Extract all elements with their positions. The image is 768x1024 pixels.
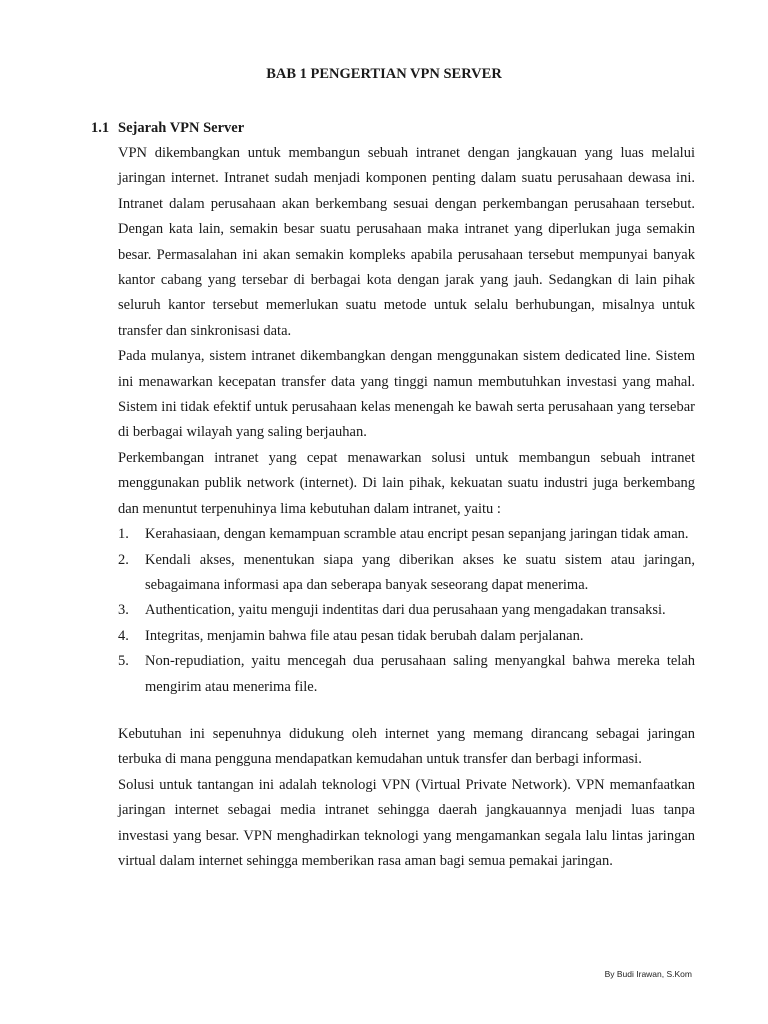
list-item-number: 5. <box>118 653 129 670</box>
paragraph: Perkembangan intranet yang cepat menawarkan solusi untuk membangun sebuah intranet menggunakan publik network (internet). Di lain pihak, kekuatan suatu industri juga berkembang dan menuntut terpenuhinya lima kebutuhan dalam intranet, yaitu : <box>118 449 695 517</box>
spacer <box>118 700 695 722</box>
author-footer: By Budi Irawan, S.Kom <box>604 969 692 979</box>
paragraph: VPN dikembangkan untuk membangun sebuah intranet dengan jangkauan yang luas melalui jaringan internet. Intranet sudah menjadi komponen penting dalam suatu perusahaan dewasa ini. Intranet dalam perusahaan akan berkembang sesuai dengan perkembangan perusahaan tersebut. Dengan kata lain, semakin besar suatu perusahaan maka intranet yang diperlukan juga semakin besar. Permasalahan ini akan semakin kompleks apabila perusahaan tersebut mempunyai banyak kantor cabang yang tersebar di berbagai kota dengan jarak yang jauh. Sedangkan di lain pihak seluruh kantor tersebut memerlukan suatu metode untuk selalu berhubungan, misalnya untuk transfer dan sinkronisasi data. <box>118 145 695 339</box>
list-item-number: 4. <box>118 627 129 644</box>
list-item-text: Kendali akses, menentukan siapa yang diberikan akses ke suatu sistem atau jaringan, sebagaimana informasi apa dan seberapa banyak seseorang dapat menerima. <box>145 551 695 593</box>
section-title: Sejarah VPN Server <box>118 120 245 136</box>
list-item-text: Authentication, yaitu menguji indentitas dari dua perusahaan yang mengadakan transaksi. <box>145 602 666 619</box>
section-heading <box>91 118 244 138</box>
list-item-text: Integritas, menjamin bahwa file atau pesan tidak berubah dalam perjalanan. <box>145 627 584 644</box>
list-item-number: 2. <box>118 551 129 568</box>
section-number: 1.1 <box>91 120 110 136</box>
list-item <box>118 598 695 623</box>
section-body <box>118 141 695 874</box>
paragraph: Pada mulanya, sistem intranet dikembangkan dengan menggunakan sistem dedicated line. Sistem ini menawarkan kecepatan transfer data yang tinggi namun membutuhkan investasi yang mahal. Sistem ini tidak efektif untuk perusahaan kelas menengah ke bawah serta perusahaan yang tersebar di berbagai wilayah yang saling berjauhan. <box>118 348 695 441</box>
paragraph: Kebutuhan ini sepenuhnya didukung oleh internet yang memang dirancang sebagai jaringan terbuka di mana pengguna mendapatkan kemudahan untuk transfer dan berbagi informasi. <box>118 725 695 768</box>
list-item <box>118 548 695 599</box>
list-item-text: Kerahasiaan, dengan kemampuan scramble atau encript pesan sepanjang jaringan tidak aman. <box>145 526 689 543</box>
list-item <box>118 649 695 700</box>
chapter-title: BAB 1 PENGERTIAN VPN SERVER <box>266 66 502 82</box>
list-item-text: Non-repudiation, yaitu mencegah dua perusahaan saling menyangkal bahwa mereka telah mengirim atau menerima file. <box>145 653 695 695</box>
paragraph: Solusi untuk tantangan ini adalah teknologi VPN (Virtual Private Network). VPN memanfaatkan jaringan internet sebagai media intranet sehingga daerah jangkauannya menjadi luas tanpa investasi yang besar. VPN menghadirkan teknologi yang mengamankan segala lalu lintas jaringan virtual dalam internet sehingga memberikan rasa aman bagi semua pemakai jaringan. <box>118 776 695 869</box>
list-item <box>118 522 695 547</box>
list-item <box>118 624 695 649</box>
requirements-list <box>118 522 695 700</box>
list-item-number: 3. <box>118 602 129 619</box>
list-item-number: 1. <box>118 526 129 543</box>
